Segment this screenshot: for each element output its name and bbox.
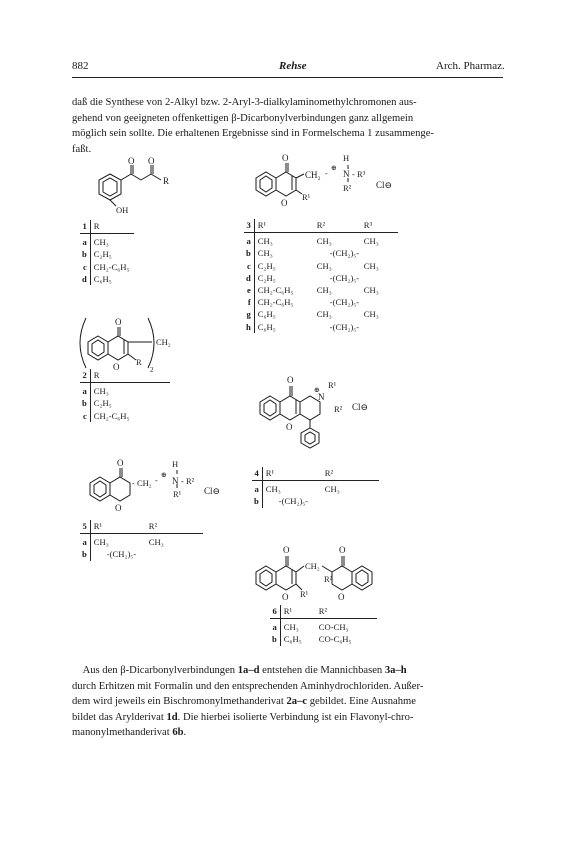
table-cell: -(CH₂)₅- <box>106 549 137 560</box>
hydrogen-label: H <box>343 153 350 163</box>
intro-line: faßt. <box>72 143 92 155</box>
table-cell: CH₃ <box>148 537 164 548</box>
table-cell: CH₃ <box>316 285 332 296</box>
row-id: b <box>80 548 90 560</box>
r1-label: R¹ <box>173 489 182 499</box>
text-span: gebildet. Eine Ausnahme <box>307 696 416 707</box>
table-cell: CH₃ <box>316 260 332 271</box>
r1-label: R¹ <box>328 380 337 390</box>
text-span: entstehen die Mannichbasen <box>259 665 385 676</box>
ring-oxygen-label: O <box>113 362 120 372</box>
structure-2 <box>76 312 196 374</box>
chloride-label: Cl⊖ <box>376 180 393 190</box>
intro-line: daß die Synthese von 2-Alkyl bzw. 2-Aryl-3-dialkylaminomethylchromonen aus- <box>72 97 417 108</box>
row-id: c <box>244 260 254 272</box>
row-id: h <box>244 321 254 333</box>
structure-1 <box>80 158 190 216</box>
table-cell: CH₃ <box>363 285 379 296</box>
compound-ref: 3a–h <box>384 665 407 676</box>
r1-label: R¹ <box>302 192 311 202</box>
text-span: . <box>183 727 187 738</box>
nitrogen-label: N <box>172 476 179 486</box>
table-cell: C₂H₅ <box>257 272 276 283</box>
oxygen-label: O <box>115 317 122 327</box>
table-header: R <box>90 220 133 234</box>
compound-ref: 2a–c <box>286 696 308 707</box>
compound-ref: 1d <box>166 711 178 723</box>
row-id: a <box>270 619 280 634</box>
table-cell: CH₂-C₆H₅ <box>257 297 294 308</box>
table-cell: CO-CH₃ <box>318 622 349 633</box>
table-2 <box>80 369 170 422</box>
table-cell: CH₃ <box>316 309 332 320</box>
table-header: R¹ <box>280 605 316 619</box>
row-id: f <box>244 296 254 308</box>
table-1 <box>80 220 134 285</box>
table-cell: -(CH₂)₅- <box>278 496 309 507</box>
structure-4 <box>252 370 392 462</box>
journal-name: Arch. Pharmaz. <box>436 60 505 72</box>
table-cell: C₂H₅ <box>93 398 112 409</box>
table-cell: -(CH₂)₅- <box>329 321 360 332</box>
r2-label: R² <box>324 574 333 584</box>
ch2-label: CH₂ <box>305 170 321 180</box>
text-span: Aus den β-Dicarbonylverbindungen <box>82 665 238 676</box>
r2-label: R² <box>334 404 343 414</box>
oxygen-label: O <box>148 156 155 166</box>
table-cell: CH₃ <box>363 236 379 247</box>
outro-line <box>72 725 504 741</box>
ch2-label: CH₂ <box>137 478 152 488</box>
header-rule <box>72 77 503 78</box>
outro-line <box>72 694 504 710</box>
row-id: a <box>244 233 254 248</box>
table-header: R² <box>316 605 377 619</box>
table-id: 6 <box>270 605 280 619</box>
table-cell: CH₃ <box>363 309 379 320</box>
table-cell: CH₃ <box>265 484 281 495</box>
oxygen-label: O <box>117 458 124 468</box>
table-header: R¹ <box>262 467 322 481</box>
table-cell: CH₂-C₆H₅ <box>93 410 130 421</box>
r2-label: R² <box>186 476 195 486</box>
intro-line: möglich sein sollte. Die erhaltenen Ergebnisse sind in Formelschema 1 zusammenge- <box>72 128 434 139</box>
table-header: R² <box>146 520 203 534</box>
table-header: R² <box>314 219 361 233</box>
hydroxyl-label: OH <box>116 205 129 215</box>
oxygen-label: O <box>283 545 290 555</box>
table-cell: CH₃ <box>283 622 299 633</box>
table-cell: CH₃ <box>316 236 332 247</box>
outro-line <box>72 663 504 679</box>
table-header: R¹ <box>90 520 146 534</box>
oxygen-label: O <box>339 545 346 555</box>
row-id: b <box>80 397 90 409</box>
outro-line <box>72 710 504 726</box>
table-cell: CH₃ <box>324 484 340 495</box>
structure-6 <box>248 540 398 602</box>
row-id: a <box>80 534 90 549</box>
row-id: b <box>80 248 90 260</box>
r-label: R <box>163 176 170 186</box>
outro-paragraph <box>72 663 504 741</box>
row-id: a <box>80 383 90 398</box>
oxygen-label: O <box>128 156 135 166</box>
row-id: e <box>244 284 254 296</box>
table-4 <box>252 467 379 508</box>
table-cell: C₆H₅ <box>257 309 276 320</box>
ch2-label: CH₂ <box>156 337 171 347</box>
table-cell: CH₃ <box>257 248 273 259</box>
row-id: d <box>244 272 254 284</box>
table-cell: C₂H₅ <box>257 260 276 271</box>
chloride-label: Cl⊖ <box>352 402 369 412</box>
chloride-label: Cl⊖ <box>204 486 221 496</box>
table-header: R <box>90 369 170 383</box>
table-cell: -(CH₂)₅- <box>329 272 360 283</box>
outro-line: durch Erhitzen mit Formalin und den entsprechenden Aminhydrochloriden. Außer- <box>72 680 424 692</box>
subscript-2: 2 <box>150 366 154 374</box>
table-id: 3 <box>244 219 254 233</box>
row-id: g <box>244 308 254 320</box>
dash-label: - <box>352 169 355 179</box>
row-id: b <box>244 247 254 259</box>
ring-oxygen-label: O <box>115 503 122 513</box>
table-header: R² <box>322 467 379 481</box>
table-6 <box>270 605 377 646</box>
table-id: 1 <box>80 220 90 234</box>
oxygen-label: O <box>282 153 289 163</box>
row-id: a <box>80 234 90 249</box>
dash-label: - <box>155 476 158 485</box>
text-span: . Die hierbei isolierte Verbindung ist ein Flavonyl-chro- <box>177 711 414 723</box>
ring-oxygen-label: O <box>281 198 288 208</box>
table-cell: CO-C₆H₅ <box>318 634 352 645</box>
dash-label: - <box>181 476 184 486</box>
plus-charge: ⊕ <box>314 386 320 394</box>
compound-ref: 6b <box>172 727 184 738</box>
oxygen-label: O <box>287 375 294 385</box>
ring-oxygen-label: O <box>338 592 345 602</box>
table-cell: -(CH₂)₅- <box>329 248 360 259</box>
r1-label: R¹ <box>300 589 309 599</box>
table-cell: CH₃ <box>93 386 109 397</box>
table-id: 2 <box>80 369 90 383</box>
row-id: a <box>252 481 262 496</box>
ring-oxygen-label: O <box>282 592 289 602</box>
dash-label: - <box>132 479 135 488</box>
row-id: c <box>80 410 90 422</box>
r2-label: R² <box>343 183 352 193</box>
table-header: R³ <box>361 219 398 233</box>
table-cell: CH₃ <box>257 236 273 247</box>
page-number: 882 <box>72 60 89 72</box>
structure-5 <box>80 455 240 515</box>
table-3 <box>244 219 398 333</box>
table-cell: C₆H₅ <box>257 321 276 332</box>
dash-label: - <box>325 169 328 178</box>
r3-label: R³ <box>357 169 366 179</box>
compound-ref: 1a–d <box>237 665 260 676</box>
table-cell: C₆H₅ <box>283 634 302 645</box>
table-id: 4 <box>252 467 262 481</box>
running-author: Rehse <box>279 60 307 72</box>
table-cell: -(CH₂)₅- <box>329 297 360 308</box>
row-id: d <box>80 273 90 285</box>
ring-oxygen-label: O <box>286 422 293 432</box>
nitrogen-label: N <box>318 392 325 402</box>
table-cell: CH₂-C₆H₅ <box>93 261 130 272</box>
text-span: manonylmethanderivat <box>72 727 173 738</box>
ch2-label: CH₂ <box>305 561 320 571</box>
table-cell: CH₃ <box>363 260 379 271</box>
table-cell: C₂H₅ <box>93 249 112 260</box>
plus-charge: ⊕ <box>161 471 167 479</box>
structure-3 <box>244 148 414 210</box>
r-label: R <box>136 357 142 367</box>
table-id: 5 <box>80 520 90 534</box>
intro-line: gehend von geeigneten offenkettigen β-Dicarbonylverbindungen ganz allgemein <box>72 112 414 124</box>
row-id: b <box>252 495 262 507</box>
nitrogen-label: N <box>343 169 350 179</box>
row-id: c <box>80 261 90 273</box>
hydrogen-label: H <box>172 459 179 469</box>
text-span: dem wird jeweils ein Bischromonylmethanderivat <box>72 696 287 707</box>
table-cell: CH₃ <box>93 537 109 548</box>
table-cell: C₆H₅ <box>93 273 112 284</box>
table-cell: CH₃ <box>93 237 109 248</box>
table-5 <box>80 520 203 561</box>
table-header: R¹ <box>254 219 314 233</box>
table-cell: CH₂-C₆H₅ <box>257 285 294 296</box>
row-id: b <box>270 633 280 645</box>
plus-charge: ⊕ <box>331 164 337 172</box>
text-span: bildet das Arylderivat <box>72 711 167 723</box>
